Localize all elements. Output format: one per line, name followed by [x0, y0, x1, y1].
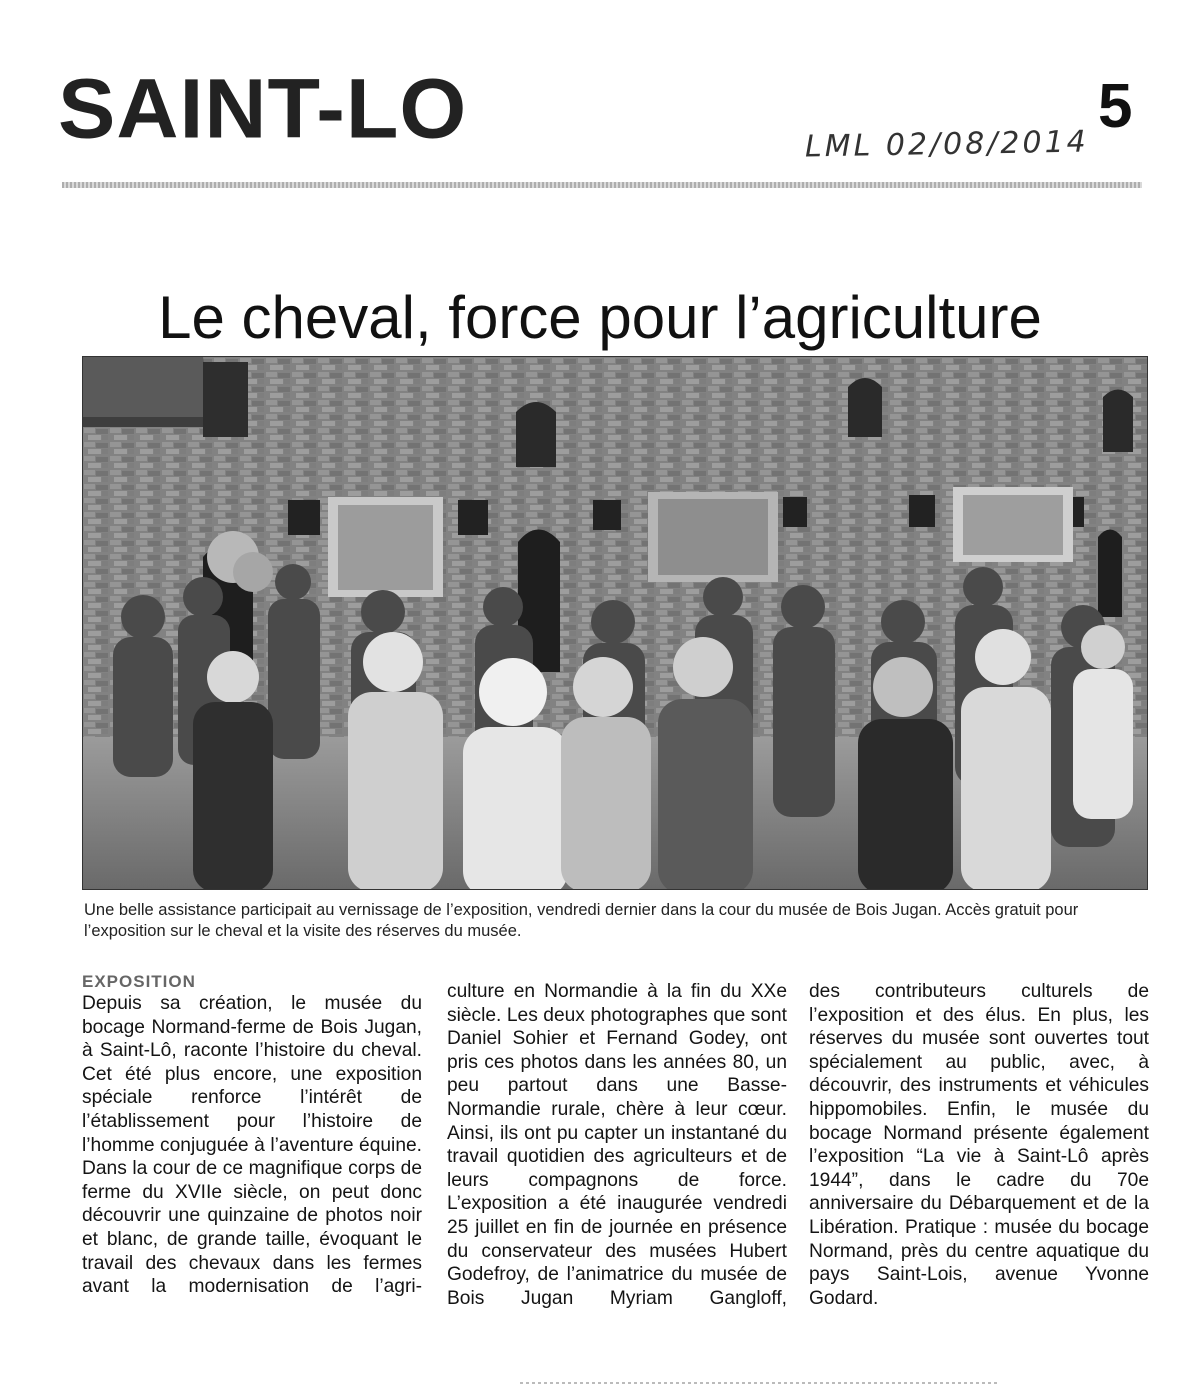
article-kicker: EXPOSITION — [82, 972, 196, 991]
article-column-2 — [447, 980, 787, 1310]
scan-artifact — [520, 1382, 1000, 1384]
section-header: SAINT-LO — [58, 61, 468, 157]
photo-caption: Une belle assistance participait au vernissage de l’exposition, vendredi dernier dans la cour du musée de Bois Jugan. Accès gratuit pour l’exposition sur le cheval et la visite des réserves du musée. — [84, 901, 1079, 940]
article-photo — [82, 356, 1148, 890]
article-body — [82, 972, 1152, 1362]
headline: Le cheval, force pour l’agriculture — [158, 284, 1042, 352]
article-column-2-text: culture en Normandie à la fin du XXe siècle. Les deux photographes que sont Daniel Sohier et Fernand Godey, ont pris ces photos dans les années 80, un peu partout dans une Basse-Normandie rurale, chère à leur cœur. Ainsi, ils ont pu capter un instantané du travail quotidien des agriculteurs et de leurs compagnons de force. L’exposition a été inaugurée vendredi 25 juillet en fin de journée en présence du conservateur des musées Hubert Godefroy, de l’animatrice du musée de Bois Jugan Myriam Gangloff, — [447, 981, 787, 1309]
page-number: 5 — [1098, 72, 1133, 141]
article-column-1-text: Depuis sa création, le musée du bocage Normand-ferme de Bois Jugan, à Saint-Lô, raconte l’histoire du cheval. Cet été plus encore, une exposition spéciale renforce l’intérêt de l’établissement pour l’histoire de l’homme conjuguée à l’aventure équine. Dans la cour de ce magnifique corps de ferme du XVIIe siècle, on peut donc découvrir une quinzaine de photos noir et blanc, de grande taille, évoquant le travail des chevaux dans les fermes avant la modernisation de l’agri- — [82, 993, 422, 1298]
article-column-3 — [809, 980, 1149, 1310]
header-rule — [62, 182, 1142, 188]
article-column-3-text: des contributeurs culturels de l’exposition et des élus. En plus, les réserves du musée sont ouvertes tout spécialement au public, avec, à découvrir, des instruments et véhicules hippomobiles. Enfin, le musée du bocage Normand présente également l’exposition “La vie à Saint-Lô après 1944”, dans le cadre du 70e anniversaire du Débarquement et de la Libération. Pratique : musée du bocage Normand, près du centre aquatique du pays Saint-Lois, avenue Yvonne Godard. — [809, 981, 1149, 1309]
photo-illustration — [83, 357, 1147, 889]
article-column-1 — [82, 972, 422, 1299]
handwritten-note: LML 02/08/2014 — [804, 124, 1090, 165]
